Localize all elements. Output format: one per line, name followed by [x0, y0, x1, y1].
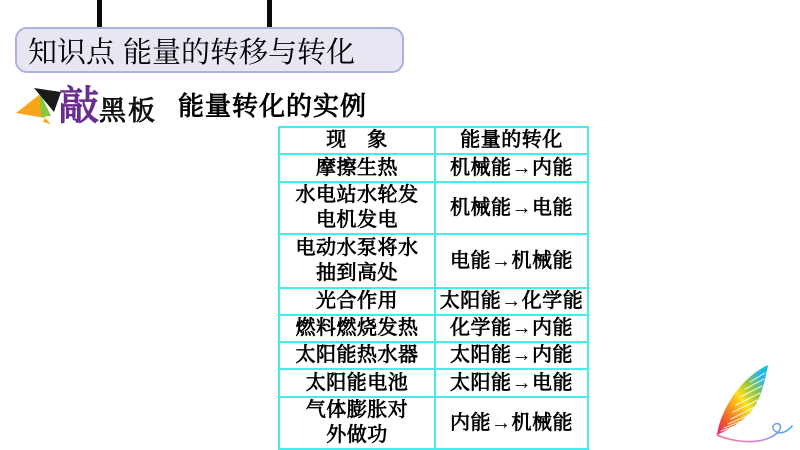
knock-blackboard-logo-icon — [14, 84, 64, 132]
phenomenon-cell: 光合作用 — [279, 288, 435, 315]
conversion-cell: 太阳能→内能 — [435, 342, 588, 369]
table-row — [279, 315, 588, 342]
table-row — [279, 342, 588, 369]
knock-blackboard-label: 黑板 — [99, 96, 157, 126]
energy-conversion-table — [278, 126, 589, 450]
table-row — [279, 369, 588, 397]
conversion-cell: 内能→机械能 — [435, 397, 588, 449]
table-row — [279, 182, 588, 234]
conversion-cell: 太阳能→电能 — [435, 369, 588, 397]
conversion-cell: 电能→机械能 — [435, 234, 588, 288]
conversion-cell: 太阳能→化学能 — [435, 288, 588, 315]
table-row — [279, 397, 588, 449]
header-phenomenon: 现 象 — [279, 127, 435, 154]
phenomenon-cell: 摩擦生热 — [279, 154, 435, 182]
knock-blackboard-emphasis: 敲 — [59, 84, 99, 128]
table-header-row — [279, 127, 588, 154]
table-row — [279, 154, 588, 182]
clip-mark-right — [267, 0, 272, 28]
phenomenon-cell: 气体膨胀对 外做功 — [279, 397, 435, 449]
clip-mark-left — [97, 0, 102, 28]
conversion-cell: 化学能→内能 — [435, 315, 588, 342]
knowledge-point-title: 知识点 能量的转移与转化 — [28, 36, 356, 69]
phenomenon-cell: 燃料燃烧发热 — [279, 315, 435, 342]
header-conversion: 能量的转化 — [435, 127, 588, 154]
table-row — [279, 288, 588, 315]
conversion-cell: 机械能→电能 — [435, 182, 588, 234]
phenomenon-cell: 水电站水轮发 电机发电 — [279, 182, 435, 234]
section-heading: 能量转化的实例 — [178, 91, 368, 121]
phenomenon-cell: 太阳能电池 — [279, 369, 435, 397]
phenomenon-cell: 太阳能热水器 — [279, 342, 435, 369]
conversion-cell: 机械能→内能 — [435, 154, 588, 182]
phenomenon-cell: 电动水泵将水 抽到高处 — [279, 234, 435, 288]
knowledge-point-pill — [15, 27, 404, 73]
rainbow-feather-icon — [703, 357, 795, 449]
table-row — [279, 234, 588, 288]
